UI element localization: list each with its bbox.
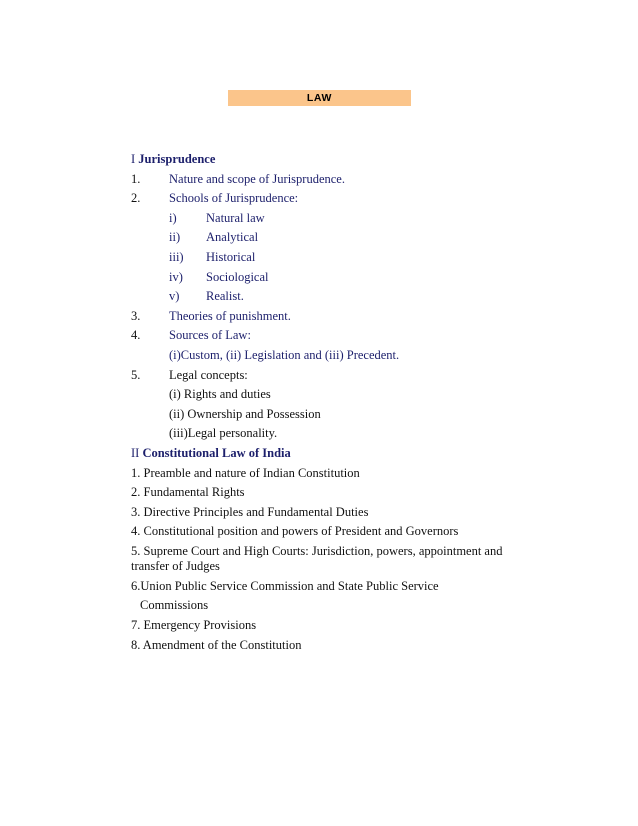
section-heading: Jurisprudence [138, 152, 216, 166]
item-text: 6.Union Public Service Commission and State Public Service [131, 578, 439, 593]
item-text: Commissions [140, 598, 209, 613]
sub-item-number: ii) [169, 230, 181, 245]
concept-item [131, 385, 531, 405]
list-item [131, 616, 531, 636]
concept-text: (iii)Legal personality. [169, 426, 278, 441]
sub-item-text: Sociological [206, 269, 269, 284]
sources-detail-text: (i)Custom, (ii) Legislation and (iii) Precedent. [169, 347, 400, 362]
sub-item-text: Historical [206, 249, 256, 264]
item-text: 4. Constitutional position and powers of President and Governors [131, 524, 459, 539]
section-title-jurisprudence [131, 150, 531, 170]
item-text: 5. Supreme Court and High Courts: Jurisdiction, powers, appointment and transfer of Judges [131, 543, 503, 574]
item-number: 3. [131, 308, 141, 323]
list-item [131, 189, 531, 209]
sub-item-text: Analytical [206, 230, 259, 245]
list-item [131, 326, 531, 346]
sub-item-text: Realist. [206, 289, 244, 304]
list-item [131, 307, 531, 327]
list-item-continuation [131, 596, 531, 616]
item-text: 2. Fundamental Rights [131, 485, 245, 500]
list-item [131, 542, 531, 577]
sub-item-number: iv) [169, 269, 183, 284]
list-item [131, 522, 531, 542]
list-item [131, 483, 531, 503]
sub-item-number: iii) [169, 249, 184, 264]
item-text: Sources of Law: [169, 328, 251, 343]
item-number: 5. [131, 367, 141, 382]
concept-item [131, 424, 531, 444]
item-text: 8. Amendment of the Constitution [131, 637, 302, 652]
concept-text: (i) Rights and duties [169, 387, 271, 402]
syllabus-content [131, 150, 531, 655]
list-item [131, 636, 531, 656]
list-item [131, 503, 531, 523]
list-item [131, 366, 531, 386]
list-item [131, 577, 531, 597]
section-number: I [131, 152, 136, 166]
section-heading: Constitutional Law of India [142, 445, 291, 460]
item-text: 3. Directive Principles and Fundamental Duties [131, 504, 369, 519]
item-text: Schools of Jurisprudence: [169, 191, 299, 206]
sub-list-item [131, 228, 531, 248]
sub-item-number: i) [169, 210, 177, 225]
item-text: Legal concepts: [169, 367, 248, 382]
sub-item-text: Natural law [206, 210, 265, 225]
item-number: 4. [131, 328, 141, 343]
concept-text: (ii) Ownership and Possession [169, 406, 321, 421]
sources-detail [131, 346, 531, 366]
sub-list-item [131, 248, 531, 268]
item-text: Nature and scope of Jurisprudence. [169, 171, 345, 186]
concept-item [131, 405, 531, 425]
item-number: 2. [131, 191, 141, 206]
section-title-constitutional-law [131, 444, 531, 464]
sub-list-item [131, 209, 531, 229]
list-item [131, 464, 531, 484]
item-text: 1. Preamble and nature of Indian Constitution [131, 465, 360, 480]
sub-list-item [131, 287, 531, 307]
item-text: 7. Emergency Provisions [131, 618, 257, 633]
item-text: Theories of punishment. [169, 308, 291, 323]
item-number: 1. [131, 171, 141, 186]
sub-item-number: v) [169, 289, 180, 304]
section-number: II [131, 445, 140, 460]
sub-list-item [131, 268, 531, 288]
page-title: LAW [228, 90, 411, 106]
list-item [131, 170, 531, 190]
